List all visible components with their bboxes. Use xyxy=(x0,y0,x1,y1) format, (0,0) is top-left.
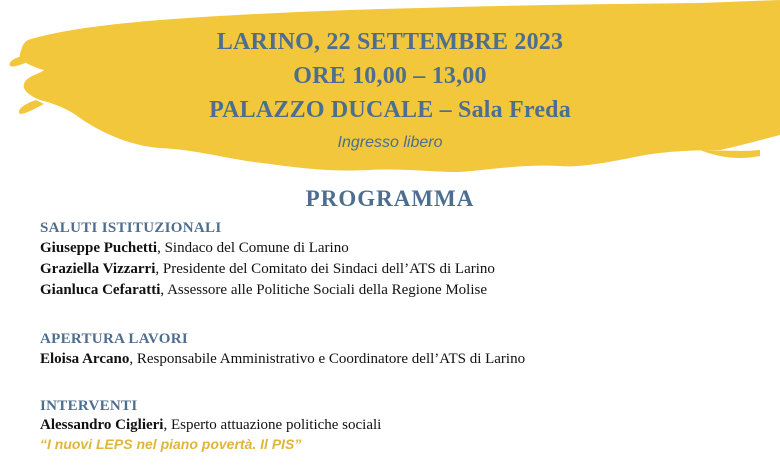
section-saluti-istituzionali xyxy=(40,219,495,301)
section-title: SALUTI ISTITUZIONALI xyxy=(40,220,222,236)
section-interventi xyxy=(40,397,381,454)
speaker-name: Graziella Vizzarri xyxy=(40,261,156,277)
speaker-row xyxy=(40,259,495,280)
section-title: INTERVENTI xyxy=(40,398,138,414)
program-title: PROGRAMMA xyxy=(305,186,475,211)
speaker-role: , Presidente del Comitato dei Sindaci dell’ATS di Larino xyxy=(155,261,495,277)
talk-title-quote: “I nuovi LEPS nel piano povertà. Il PIS” xyxy=(40,436,302,452)
speaker-role: , Sindaco del Comune di Larino xyxy=(157,240,349,256)
section-apertura-lavori xyxy=(40,330,525,370)
event-time: ORE 10,00 – 13,00 xyxy=(293,63,487,89)
speaker-name: Gianluca Cefaratti xyxy=(40,282,161,298)
speaker-row xyxy=(40,280,495,301)
speaker-name: Giuseppe Puchetti xyxy=(40,240,158,256)
speaker-name: Alessandro Ciglieri xyxy=(40,417,164,433)
event-date: LARINO, 22 SETTEMBRE 2023 xyxy=(216,29,564,55)
speaker-role: , Assessore alle Politiche Sociali della Regione Molise xyxy=(160,282,488,298)
speaker-row xyxy=(40,349,525,370)
free-entry-note: Ingresso libero xyxy=(337,134,443,151)
speaker-role: , Esperto attuazione politiche sociali xyxy=(163,417,382,433)
event-venue: PALAZZO DUCALE – Sala Freda xyxy=(209,97,571,123)
speaker-role: , Responsabile Amministrativo e Coordinatore dell’ATS di Larino xyxy=(129,351,526,367)
section-title: APERTURA LAVORI xyxy=(40,331,189,347)
speaker-name: Eloisa Arcano xyxy=(40,351,130,367)
speaker-row xyxy=(40,416,381,435)
speaker-row xyxy=(40,238,495,259)
